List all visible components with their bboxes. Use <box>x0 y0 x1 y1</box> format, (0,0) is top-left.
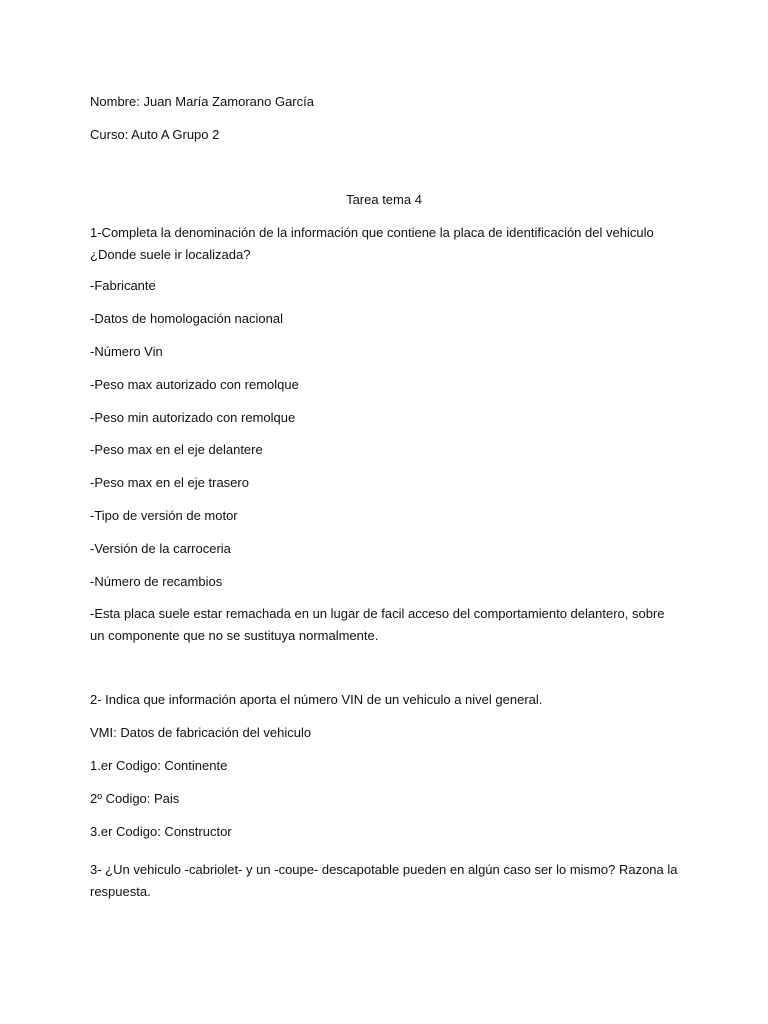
q1-item-version-carroceria: -Versión de la carroceria <box>90 541 231 556</box>
q2-code-1: 1.er Codigo: Continente <box>90 758 228 773</box>
q1-item-fabricante: -Fabricante <box>90 278 156 293</box>
question-2: 2- Indica que información aporta el número VIN de un vehiculo a nivel general. <box>90 692 543 707</box>
q1-item-peso-min-remolque: -Peso min autorizado con remolque <box>90 410 296 425</box>
q1-item-peso-max-remolque: -Peso max autorizado con remolque <box>90 377 299 392</box>
q1-item-vin: -Número Vin <box>90 344 163 359</box>
question-3: 3- ¿Un vehiculo -cabriolet- y un -coupe- descapotable pueden en algún caso ser lo mismo? Razona la respuesta. <box>90 862 678 899</box>
q1-item-version-motor: -Tipo de versión de motor <box>90 508 238 523</box>
q1-item-eje-trasero: -Peso max en el eje trasero <box>90 475 249 490</box>
course-name: Curso: Auto A Grupo 2 <box>90 127 220 142</box>
q1-item-homologacion: -Datos de homologación nacional <box>90 311 283 326</box>
q1-item-eje-delantero: -Peso max en el eje delantere <box>90 442 263 457</box>
question-1: 1-Completa la denominación de la información que contiene la placa de identificación del vehiculo ¿Donde suele ir localizada? <box>90 225 654 262</box>
q2-code-2: 2º Codigo: Pais <box>90 791 180 806</box>
student-name: Nombre: Juan María Zamorano García <box>90 94 314 109</box>
q1-item-recambios: -Número de recambios <box>90 574 223 589</box>
assignment-title: Tarea tema 4 <box>346 192 422 207</box>
q2-code-3: 3.er Codigo: Constructor <box>90 824 232 839</box>
q1-note: -Esta placa suele estar remachada en un lugar de facil acceso del comportamiento delantero, sobre un componente que no se sustituya normalmente. <box>90 606 665 643</box>
q2-vmi: VMI: Datos de fabricación del vehiculo <box>90 725 312 740</box>
